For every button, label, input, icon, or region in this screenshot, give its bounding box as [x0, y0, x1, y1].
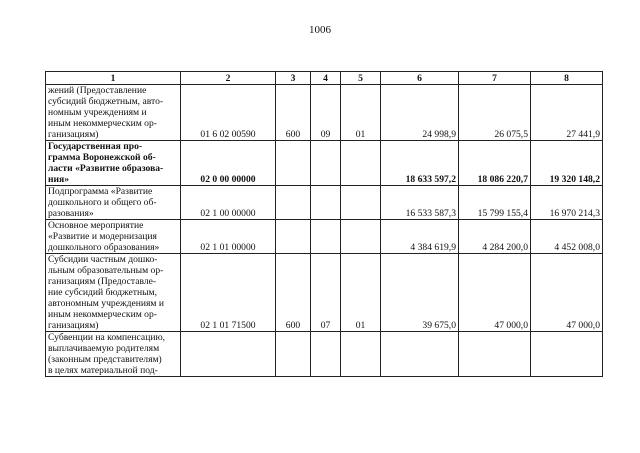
item-name-line: ния» — [48, 174, 70, 185]
item-name-line: иным некоммерческим ор- — [48, 309, 157, 320]
column-header: 5 — [341, 72, 381, 85]
target-code-cell — [181, 332, 276, 377]
item-name-line: Государственная про- — [48, 141, 143, 152]
section-cell: 09 — [311, 85, 341, 141]
column-header: 8 — [531, 72, 603, 85]
target-code-cell: 02 1 00 00000 — [181, 186, 276, 220]
item-name-line: разования» — [48, 208, 94, 219]
table-row — [46, 254, 603, 332]
amount-year1-cell: 39 675,0 — [381, 254, 459, 332]
subsection-cell — [341, 186, 381, 220]
amount-year1-cell: 18 633 597,2 — [381, 141, 459, 186]
amount-year2-cell: 4 284 200,0 — [459, 220, 531, 254]
item-name-line: субсидий бюджетным, авто- — [48, 96, 164, 107]
section-cell — [311, 220, 341, 254]
subsection-cell — [341, 332, 381, 377]
section-cell — [311, 186, 341, 220]
page-number: 1006 — [309, 24, 331, 36]
item-name-line: грамма Воронежской об- — [48, 152, 156, 163]
header-row — [46, 72, 603, 85]
item-name-line: Субсидии частным дошко- — [48, 254, 158, 265]
amount-year3-cell: 19 320 148,2 — [531, 141, 603, 186]
item-name-line: Подпрограмма «Развитие — [48, 186, 153, 197]
amount-year3-cell: 27 441,9 — [531, 85, 603, 141]
section-cell — [311, 332, 341, 377]
expense-type-cell — [276, 332, 311, 377]
item-name-cell — [46, 254, 181, 332]
item-name-line: жений (Предоставление — [48, 85, 147, 96]
expense-type-cell — [276, 186, 311, 220]
section-cell: 07 — [311, 254, 341, 332]
subsection-cell: 01 — [341, 85, 381, 141]
item-name-line: (законным представителям) — [48, 354, 162, 365]
item-name-line: Субвенции на компенсацию, — [48, 332, 166, 343]
amount-year2-cell: 47 000,0 — [459, 254, 531, 332]
target-code-cell: 02 0 00 00000 — [181, 141, 276, 186]
item-name-line: ласти «Развитие образова- — [48, 163, 164, 174]
item-name-line: ганизациям (Предоставле- — [48, 276, 157, 287]
item-name-line: Основное мероприятие — [48, 220, 144, 231]
item-name-line: номным учреждениям и — [48, 107, 147, 118]
table-row — [46, 186, 603, 220]
amount-year3-cell: 16 970 214,3 — [531, 186, 603, 220]
amount-year2-cell: 15 799 155,4 — [459, 186, 531, 220]
column-header: 3 — [276, 72, 311, 85]
amount-year3-cell: 4 452 008,0 — [531, 220, 603, 254]
subsection-cell — [341, 141, 381, 186]
section-cell — [311, 141, 341, 186]
amount-year2-cell: 18 086 220,7 — [459, 141, 531, 186]
column-header: 6 — [381, 72, 459, 85]
table-row — [46, 141, 603, 186]
table-row — [46, 332, 603, 377]
item-name-line: дошкольного и общего об- — [48, 197, 157, 208]
column-header: 4 — [311, 72, 341, 85]
item-name-cell — [46, 332, 181, 377]
target-code-cell: 02 1 01 71500 — [181, 254, 276, 332]
item-name-line: ганизациям) — [48, 129, 99, 140]
expense-type-cell: 600 — [276, 254, 311, 332]
amount-year3-cell — [531, 332, 603, 377]
column-header: 1 — [46, 72, 181, 85]
amount-year1-cell: 4 384 619,9 — [381, 220, 459, 254]
item-name-line: льным образовательным ор- — [48, 265, 164, 276]
amount-year2-cell — [459, 332, 531, 377]
item-name-line: дошкольного образования» — [48, 242, 160, 253]
amount-year1-cell: 16 533 587,3 — [381, 186, 459, 220]
item-name-cell — [46, 186, 181, 220]
item-name-line: ганизациям) — [48, 320, 99, 331]
expense-type-cell: 600 — [276, 85, 311, 141]
item-name-cell — [46, 141, 181, 186]
table-row — [46, 220, 603, 254]
item-name-line: автономным учреждениям и — [48, 298, 165, 309]
item-name-line: ние субсидий бюджетным, — [48, 287, 157, 298]
amount-year3-cell: 47 000,0 — [531, 254, 603, 332]
subsection-cell: 01 — [341, 254, 381, 332]
subsection-cell — [341, 220, 381, 254]
item-name-cell — [46, 220, 181, 254]
column-header: 2 — [181, 72, 276, 85]
table-body — [46, 85, 603, 377]
budget-table — [45, 71, 603, 377]
amount-year1-cell: 24 998,9 — [381, 85, 459, 141]
item-name-line: в целях материальной под- — [48, 365, 158, 376]
target-code-cell: 01 6 02 00590 — [181, 85, 276, 141]
expense-type-cell — [276, 220, 311, 254]
column-header: 7 — [459, 72, 531, 85]
item-name-line: иным некоммерческим ор- — [48, 118, 157, 129]
item-name-line: «Развитие и модернизация — [48, 231, 157, 242]
target-code-cell: 02 1 01 00000 — [181, 220, 276, 254]
amount-year1-cell — [381, 332, 459, 377]
item-name-cell — [46, 85, 181, 141]
table-row — [46, 85, 603, 141]
expense-type-cell — [276, 141, 311, 186]
item-name-line: выплачиваемую родителям — [48, 343, 160, 354]
amount-year2-cell: 26 075,5 — [459, 85, 531, 141]
